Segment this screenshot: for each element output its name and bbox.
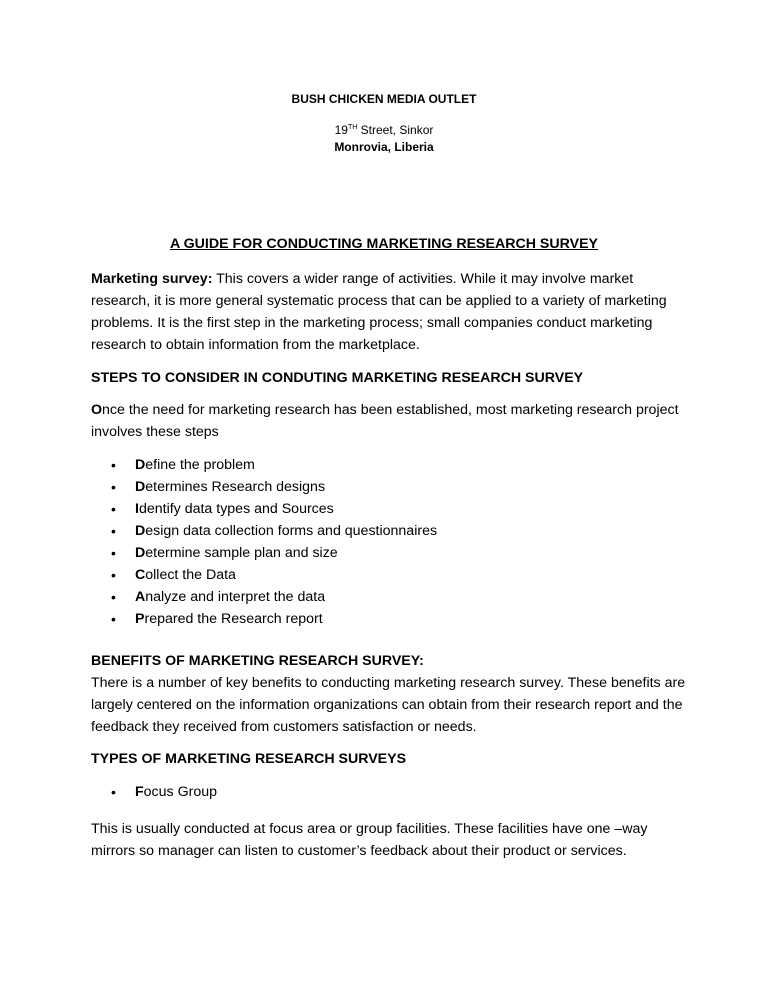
list-item-initial: D [135,479,146,495]
benefits-paragraph: There is a number of key benefits to conducting marketing research survey. These benefits are largely centered on the information organizations can obtain from their research report and the feedback they received from customers satisfaction or needs. [91,675,686,735]
list-item [111,608,437,630]
steps-heading: STEPS TO CONSIDER IN CONDUTING MARKETING RESEARCH SURVEY [91,370,584,386]
list-item-text: repared the Research report [144,611,323,627]
steps-lead-paragraph [91,399,691,443]
list-item [111,586,437,608]
bullet-icon: • [111,611,116,627]
list-item-text: ollect the Data [145,567,236,583]
list-item-text: efine the problem [145,457,255,473]
city: Monrovia, Liberia [334,140,434,154]
organization-name: BUSH CHICKEN MEDIA OUTLET [291,92,477,106]
list-item-text: ocus Group [143,784,218,800]
bullet-icon: • [111,567,116,583]
list-item [111,564,437,586]
list-item [111,520,437,542]
list-item [111,542,437,564]
bullet-icon: • [111,523,116,539]
street-number: 19 [334,123,348,137]
list-item [111,476,437,498]
list-item-text: nalyze and interpret the data [145,589,326,605]
list-item [111,498,437,520]
list-item-initial: C [135,567,146,583]
intro-paragraph [91,268,691,356]
bullet-icon: • [111,479,116,495]
steps-list [111,454,437,630]
list-item-initial: F [135,784,144,800]
bullet-icon: • [111,501,116,517]
types-list [111,781,217,803]
list-item [111,454,437,476]
list-item-initial: D [135,523,146,539]
list-item-initial: A [135,589,146,605]
street-suffix: TH [347,124,358,131]
list-item-initial: D [135,545,146,561]
bullet-icon: • [111,545,116,561]
steps-lead-text: nce the need for marketing research has been established, most marketing research project involves these steps [91,402,679,440]
steps-lead-letter: O [91,402,103,418]
street-address [0,123,768,137]
focus-group-paragraph: This is usually conducted at focus area or group facilities. These facilities have one –way mirrors so manager can listen to customer’s feedback about their product or services. [91,821,648,859]
bullet-icon: • [111,457,116,473]
document-title: A GUIDE FOR CONDUCTING MARKETING RESEARCH SURVEY [169,236,598,252]
intro-label: Marketing survey: [91,271,213,287]
intro-text: This covers a wider range of activities. While it may involve market research, it is more general systematic process that can be applied to a variety of marketing problems. It is the first step in the marketing process; small companies conduct marketing research to obtain information from the marketplace. [91,271,667,353]
list-item-text: esign data collection forms and questionnaires [145,523,438,539]
list-item-text: etermines Research designs [145,479,326,495]
list-item-text: etermine sample plan and size [145,545,338,561]
bullet-icon: • [111,589,116,605]
bullet-icon: • [111,784,116,800]
street-name: Street, Sinkor [357,123,434,137]
benefits-heading: BENEFITS OF MARKETING RESEARCH SURVEY: [91,653,424,669]
list-item [111,781,217,803]
list-item-initial: P [135,611,145,627]
types-heading: TYPES OF MARKETING RESEARCH SURVEYS [91,751,407,767]
list-item-initial: I [135,501,139,517]
list-item-initial: D [135,457,146,473]
list-item-text: dentify data types and Sources [138,501,334,517]
